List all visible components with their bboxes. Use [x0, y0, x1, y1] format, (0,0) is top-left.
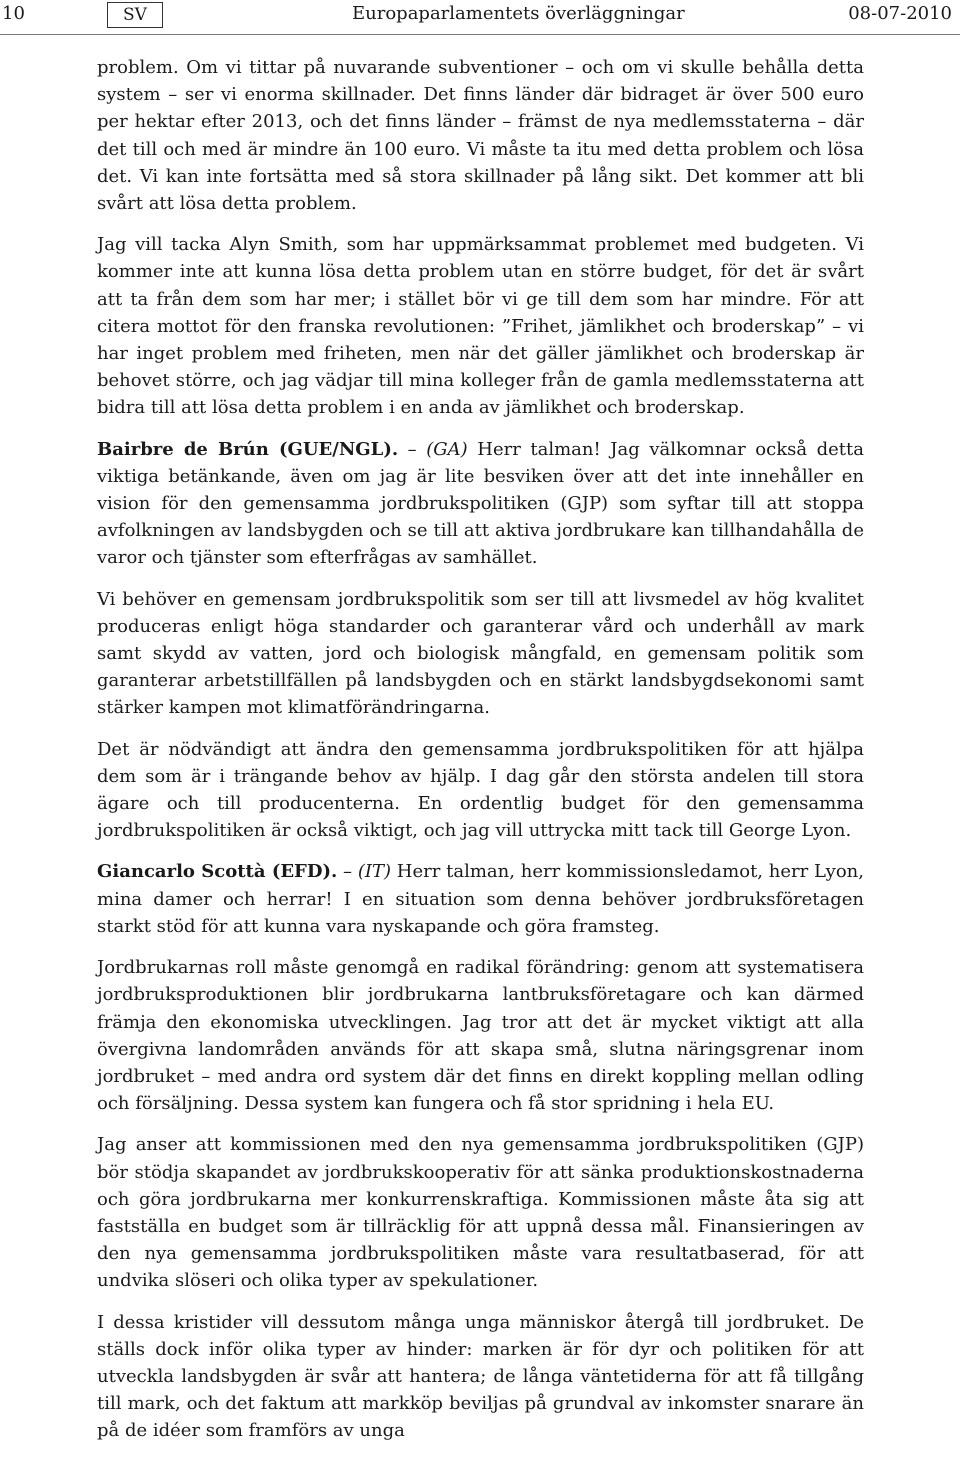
paragraph: Jordbrukarnas roll måste genomgå en radikal förändring: genom att systematisera jordbruksproduktionen blir jordbrukarna lantbruksföretagare och kan därmed främja den ekonomiska utvecklingen. Jag tror att det är mycket viktigt att alla övergivna landområden används för att skapa små, slutna näringsgrenar inom jordbruket – med andra ord system där det finns en direkt koppling mellan odling och försäljning. Dessa system kan fungera och få stor spridning i hela EU.	[97, 957, 864, 1115]
speech-paragraph	[97, 858, 864, 940]
paragraph: Vi behöver en gemensam jordbrukspolitik som ser till att livsmedel av hög kvalitet produceras enligt höga standarder och garanterar vård och underhåll av mark samt skydd av vatten, jord och biologisk mångfald, en gemensam politik som garanterar arbetstillfällen på landsbygden och en stärkt landsbygdsekonomi samt stärker kampen mot klimatförändringarna.	[97, 588, 864, 719]
speaker-name: Giancarlo Scottà (EFD).	[97, 861, 338, 883]
page-number: 10	[2, 3, 25, 24]
document-title: Europaparlamentets överläggningar	[352, 3, 685, 24]
paragraph: Det är nödvändigt att ändra den gemensamma jordbrukspolitiken för att hjälpa dem som är i trängande behov av hjälp. I dag går den största andelen till stora ägare och till producenterna. En ordentlig budget för den gemensamma jordbrukspolitiken är också viktigt, och jag vill uttrycka mitt tack till George Lyon.	[97, 738, 864, 842]
paragraph: I dessa kristider vill dessutom många unga människor återgå till jordbruket. De ställs dock inför olika typer av hinder: marken är för dyr och politiken för att utveckla landsbygden är svår att hantera; de långa väntetiderna för att få tillgång till mark, och det faktum att markköp beviljas på grundval av inkomster snarare än på de idéer som framförs av unga	[97, 1311, 864, 1442]
document-body	[97, 54, 864, 1459]
paragraph: problem. Om vi tittar på nuvarande subventioner – och om vi skulle behålla detta system – ser vi enorma skillnader. Det finns länder där bidraget är över 500 euro per hektar efter 2013, och det finns länder – främst de nya medlemsstaterna – där det till och med är mindre än 100 euro. Vi måste ta itu med detta problem och lösa det. Vi kan inte fortsätta med så stora skillnader på lång sikt. Det kommer att bli svårt att lösa detta problem.	[97, 57, 864, 215]
paragraph: Jag anser att kommissionen med den nya gemensamma jordbrukspolitiken (GJP) bör stödja skapandet av jordbrukskooperativ för att sänka produktionskostnaderna och göra jordbrukarna mer konkurrenskraftiga. Kommissionen måste åta sig att fastställa en budget som är tillräcklig för att uppnå dessa mål. Finansieringen av den nya gemensamma jordbrukspolitiken måste vara resultatbaserad, för att undvika slöseri och olika typer av spekulationer.	[97, 1134, 864, 1292]
speaker-name: Bairbre de Brún (GUE/NGL).	[97, 438, 399, 460]
speech-text: Herr talman! Jag välkomnar också detta viktiga betänkande, även om jag är lite besviken över att det inte innehåller en vision för den gemensamma jordbrukspolitiken (GJP) som syftar till att stoppa avfolkningen av landsbygden och se till att aktiva jordbrukare kan tillhandahålla de varor och tjänster som efterfrågas av samhället.	[97, 438, 865, 569]
language-badge: SV	[107, 2, 163, 28]
language-code: (IT)	[357, 861, 391, 883]
dash: –	[337, 861, 358, 883]
dash: –	[398, 438, 427, 460]
speech-text: Herr talman, herr kommissionsledamot, herr Lyon, mina damer och herrar! I en situation som denna behöver jordbruksföretagen starkt stöd för att kunna vara nyskapande och göra framsteg.	[97, 861, 864, 937]
speech-paragraph	[97, 436, 864, 572]
paragraph: Jag vill tacka Alyn Smith, som har uppmärksammat problemet med budgeten. Vi kommer inte att kunna lösa detta problem utan en större budget, för det är svårt att ta från dem som har mer; i stället bör vi ge till dem som har mindre. För att citera mottot för den franska revolutionen: ”Frihet, jämlikhet och broderskap” – vi har inget problem med friheten, men när det gäller jämlikhet och broderskap är behovet större, och jag vädjar till mina kolleger från de gamla medlemsstaterna att bidra till att lösa detta problem i en anda av jämlikhet och broderskap.	[97, 234, 864, 419]
page-header	[0, 0, 960, 35]
language-code: (GA)	[426, 438, 468, 460]
document-date: 08-07-2010	[848, 3, 952, 24]
